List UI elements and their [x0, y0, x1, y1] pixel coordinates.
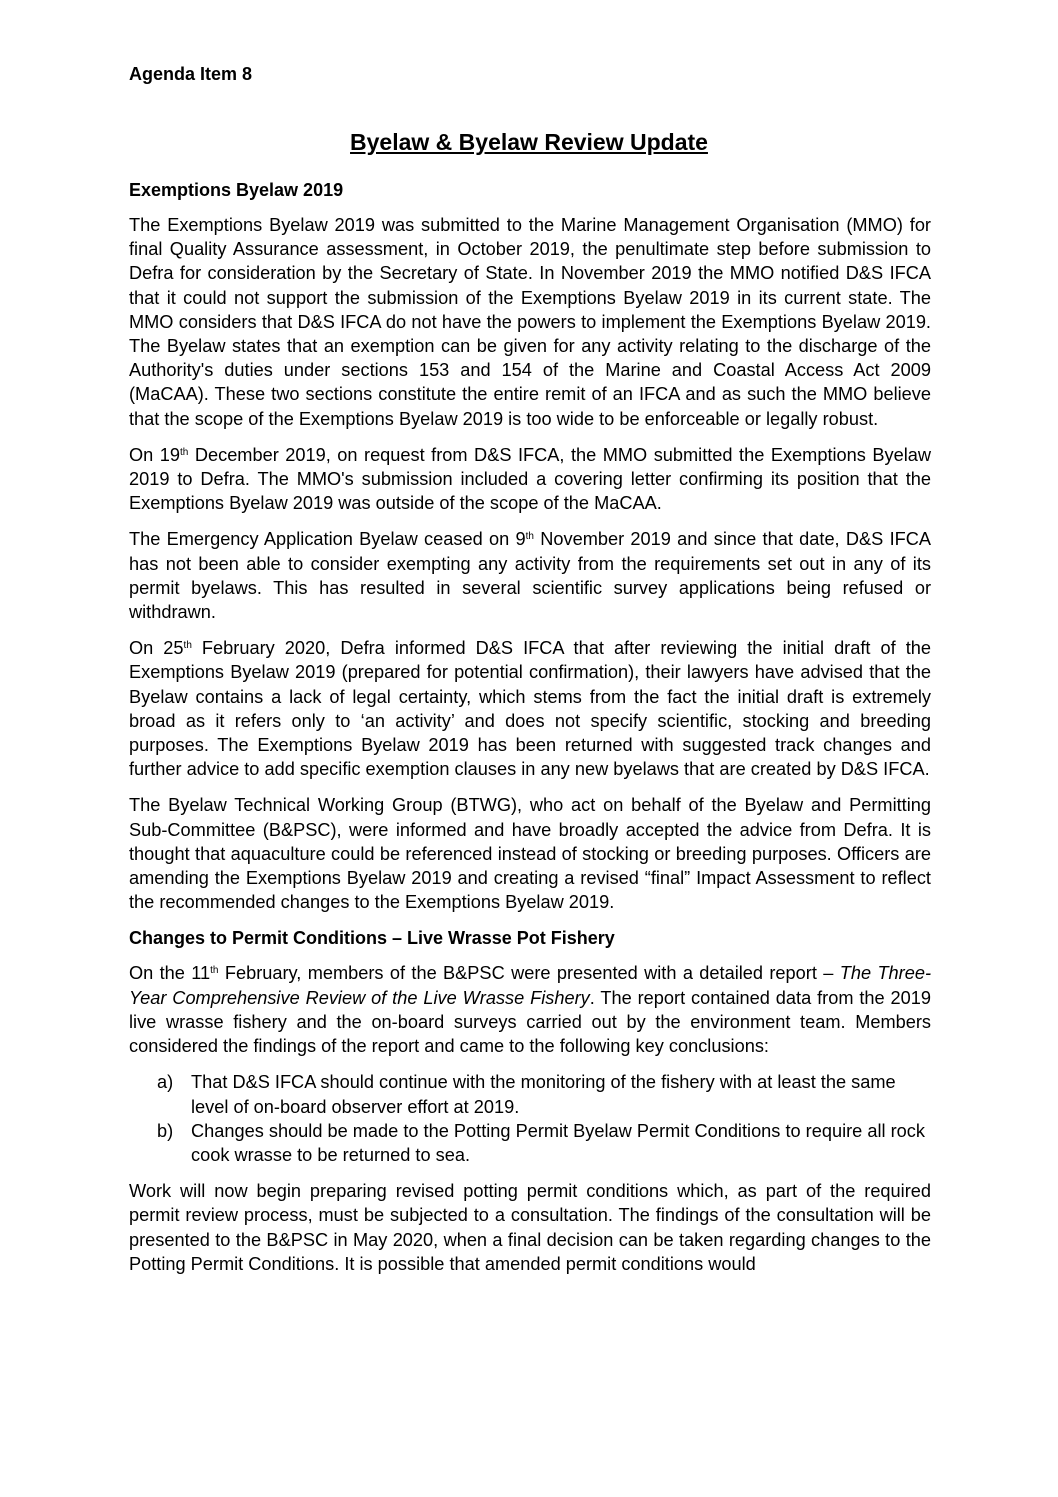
list-item-text: That D&S IFCA should continue with the monitoring of the fishery with at least the same level of on-board observer effort at 2019. — [191, 1072, 896, 1117]
list-item-text: Changes should be made to the Potting Permit Byelaw Permit Conditions to require all rock cook wrasse to be returned to sea. — [191, 1120, 925, 1165]
paragraph — [129, 527, 931, 624]
text-run: On 25 — [129, 638, 184, 659]
superscript: th — [180, 446, 189, 458]
text-run: . The report contained data from the 2019 live wrasse fishery and the on-board surveys carried out by the environment team. Members considered the findings of the report and came to the following key conclusions: — [129, 987, 931, 1057]
document-body — [129, 178, 931, 1288]
superscript: th — [210, 965, 219, 977]
text-run: On 19 — [129, 444, 180, 465]
text-run: November 2019 and since that date, D&S IFCA has not been able to consider exempting any activity from the requirements set out in any of its permit byelaws. This has resulted in several scientific survey applications being refused or withdrawn. — [129, 529, 931, 623]
paragraph — [129, 636, 931, 781]
text-run: December 2019, on request from D&S IFCA, the MMO submitted the Exemptions Byelaw 2019 to Defra. The MMO's submission included a covering letter confirming its position that the Exemptions Byelaw 2019 was outside of the scope of the MaCAA. — [129, 444, 931, 514]
paragraph: The Exemptions Byelaw 2019 was submitted to the Marine Management Organisation (MMO) for final Quality Assurance assessment, in October 2019, the penultimate step before submission to Defra for consideration by the Secretary of State. In November 2019 the MMO notified D&S IFCA that it could not support the submission of the Exemptions Byelaw 2019 in its current state. The MMO considers that D&S IFCA do not have the powers to implement the Exemptions Byelaw 2019. The Byelaw states that an exemption can be given for any activity relating to the discharge of the Authority's duties under sections 153 and 154 of the Marine and Coastal Access Act 2009 (MaCAA). These two sections constitute the entire remit of an IFCA and as such the MMO believe that the scope of the Exemptions Byelaw 2019 is too wide to be enforceable or legally robust. — [129, 215, 931, 429]
text-run: February 2020, Defra informed D&S IFCA that after reviewing the initial draft of the Exemptions Byelaw 2019 (prepared for potential confirmation), their lawyers have advised that the Byelaw contains a lack of legal certainty, which stems from the fact the initial draft is extremely broad as it refers only to ‘an activity’ and does not specify scientific, stocking and breeding purposes. The Exemptions Byelaw 2019 has been returned with suggested track changes and further advice to add specific exemption clauses in any new byelaws that are created by D&S IFCA. — [129, 638, 932, 780]
text-run: On the 11 — [129, 963, 211, 984]
page-title: Byelaw & Byelaw Review Update — [350, 129, 708, 155]
text-run: February, members of the B&PSC were presented with a detailed report – — [218, 963, 840, 984]
section-heading-permit-conditions: Changes to Permit Conditions – Live Wrasse Pot Fishery — [129, 928, 615, 949]
paragraph — [129, 961, 931, 1058]
paragraph: The Byelaw Technical Working Group (BTWG), who act on behalf of the Byelaw and Permitting Sub-Committee (B&PSC), were informed and have broadly accepted the advice from Defra. It is thought that aquaculture could be referenced instead of stocking or breeding purposes. Officers are amending the Exemptions Byelaw 2019 and creating a revised “final” Impact Assessment to reflect the recommended changes to the Exemptions Byelaw 2019. — [129, 795, 931, 913]
superscript: th — [525, 531, 534, 543]
agenda-item-label: Agenda Item 8 — [129, 64, 253, 84]
section-heading-exemptions: Exemptions Byelaw 2019 — [129, 180, 344, 200]
conclusions-list — [129, 1070, 931, 1167]
paragraph — [129, 443, 931, 516]
list-item — [129, 1119, 931, 1167]
list-marker: a) — [157, 1072, 174, 1093]
report-title: The Three-Year Comprehensive Review of the Live Wrasse Fishery — [129, 963, 932, 1008]
list-item — [129, 1070, 931, 1118]
text-run: The Emergency Application Byelaw ceased on 9 — [129, 529, 526, 550]
list-marker: b) — [157, 1120, 174, 1141]
superscript: th — [183, 640, 192, 652]
paragraph: Work will now begin preparing revised potting permit conditions which, as part of the required permit review process, must be subjected to a consultation. The findings of the consultation will be presented to the B&PSC in May 2020, when a final decision can be taken regarding changes to the Potting Permit Conditions. It is possible that amended permit conditions would — [129, 1181, 931, 1274]
